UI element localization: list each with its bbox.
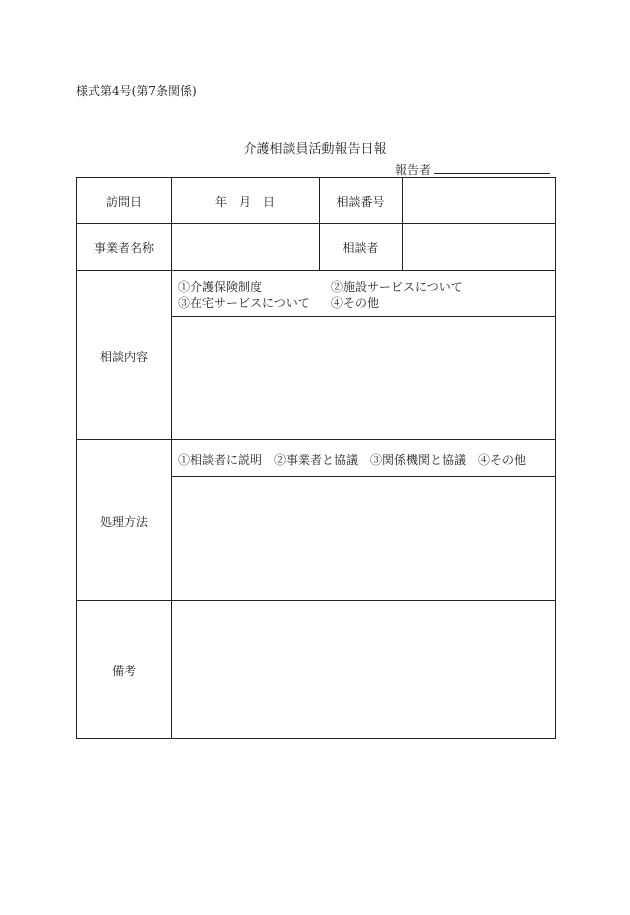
consult-option-3[interactable]: ③在宅サービスについて bbox=[178, 296, 310, 310]
reporter-signature-line[interactable] bbox=[434, 173, 550, 174]
business-name-label: 事業者名称 bbox=[93, 241, 154, 255]
column-divider bbox=[319, 178, 320, 270]
consult-option-1[interactable]: ①介護保険制度 bbox=[178, 280, 263, 294]
business-name-field[interactable] bbox=[172, 224, 319, 270]
consultant-field[interactable] bbox=[403, 224, 555, 270]
consultant-label: 相談者 bbox=[342, 241, 379, 255]
report-table bbox=[76, 177, 556, 739]
processing-options[interactable]: ①相談者に説明 ②事業者と協議 ③関係機関と協議 ④その他 bbox=[178, 453, 527, 467]
processing-detail-field[interactable] bbox=[172, 477, 555, 600]
consult-number-field[interactable] bbox=[403, 178, 555, 223]
consult-content-label: 相談内容 bbox=[99, 350, 148, 364]
consult-number-label: 相談番号 bbox=[336, 195, 385, 209]
processing-label: 処理方法 bbox=[99, 515, 148, 529]
consult-content-field[interactable] bbox=[172, 317, 555, 439]
report-title: 介護相談員活動報告日報 bbox=[243, 142, 387, 157]
visit-date-field[interactable]: 年 月 日 bbox=[214, 195, 275, 209]
remarks-label: 備考 bbox=[111, 664, 136, 678]
reporter-label: 報告者 bbox=[395, 163, 432, 177]
row-divider bbox=[77, 439, 555, 440]
form-number: 様式第4号(第7条関係) bbox=[76, 84, 197, 98]
row-divider bbox=[77, 270, 555, 271]
remarks-field[interactable] bbox=[172, 601, 555, 738]
consult-option-4[interactable]: ④その他 bbox=[331, 296, 380, 310]
consult-option-2[interactable]: ②施設サービスについて bbox=[331, 280, 463, 294]
visit-date-label: 訪問日 bbox=[105, 195, 142, 209]
